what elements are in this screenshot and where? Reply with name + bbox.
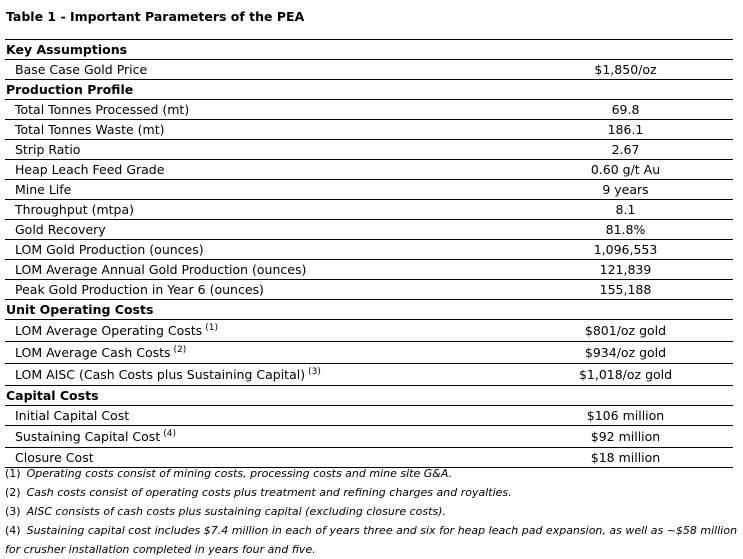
parameter-value: $934/oz gold <box>518 342 733 364</box>
parameter-label: LOM Average Operating Costs <box>15 322 203 338</box>
parameter-label-cell <box>5 140 518 160</box>
parameter-value: 155,188 <box>518 280 733 300</box>
parameter-label-cell <box>5 406 518 426</box>
parameter-value: $1,850/oz <box>518 60 733 80</box>
parameter-label: Throughput (mtpa) <box>15 201 135 217</box>
parameter-label: Initial Capital Cost <box>15 407 130 423</box>
table-title: Table 1 - Important Parameters of the PEA <box>6 9 305 24</box>
parameter-value: 186.1 <box>518 120 733 140</box>
parameter-label: Peak Gold Production in Year 6 (ounces) <box>15 281 264 297</box>
section-header-row <box>5 300 733 320</box>
table-row <box>5 426 733 448</box>
parameter-value: 0.60 g/t Au <box>518 160 733 180</box>
table-row <box>5 364 733 386</box>
table-row <box>5 160 733 180</box>
parameter-label-cell <box>5 60 518 80</box>
table-row <box>5 260 733 280</box>
parameter-label: LOM Gold Production (ounces) <box>15 241 204 257</box>
parameter-label-cell <box>5 364 518 386</box>
footnote <box>5 521 740 559</box>
table-row <box>5 280 733 300</box>
footnote-ref: (1) <box>205 322 218 333</box>
section-header-row <box>5 386 733 406</box>
parameter-value: 9 years <box>518 180 733 200</box>
parameter-label: Sustaining Capital Cost <box>15 428 161 444</box>
section-header-row <box>5 80 733 100</box>
parameters-table <box>5 39 733 468</box>
section-heading: Unit Operating Costs <box>5 300 733 320</box>
footnote-number: (4) <box>5 524 21 537</box>
parameter-label-cell <box>5 100 518 120</box>
footnote-text: Sustaining capital cost includes $7.4 million in each of years three and six for heap leach pad expansion, as well as ~$58 million for crusher installation completed in years four and five. <box>5 524 738 556</box>
parameter-value: $92 million <box>518 426 733 448</box>
parameter-label: LOM Average Annual Gold Production (ounces) <box>15 261 307 277</box>
parameter-label: Total Tonnes Processed (mt) <box>15 101 190 117</box>
table-row <box>5 342 733 364</box>
section-heading: Key Assumptions <box>5 40 733 60</box>
parameter-label-cell <box>5 280 518 300</box>
footnote-text: AISC consists of cash costs plus sustaining capital (excluding closure costs). <box>26 505 446 518</box>
parameter-label-cell <box>5 320 518 342</box>
section-heading: Capital Costs <box>5 386 733 406</box>
footnote-text: Cash costs consist of operating costs plus treatment and refining charges and royalties. <box>26 486 512 499</box>
parameter-label-cell <box>5 200 518 220</box>
footnotes <box>5 464 740 559</box>
footnote-ref: (4) <box>163 428 176 439</box>
parameter-label-cell <box>5 180 518 200</box>
footnote-number: (1) <box>5 467 21 480</box>
footnote-number: (3) <box>5 505 21 518</box>
table-row <box>5 100 733 120</box>
parameter-value: 8.1 <box>518 200 733 220</box>
parameter-value: $801/oz gold <box>518 320 733 342</box>
parameter-label: Total Tonnes Waste (mt) <box>15 121 165 137</box>
footnote <box>5 483 740 502</box>
footnote <box>5 464 740 483</box>
parameter-value: $106 million <box>518 406 733 426</box>
table-row <box>5 200 733 220</box>
table-row <box>5 406 733 426</box>
table-row <box>5 120 733 140</box>
parameter-label: LOM Average Cash Costs <box>15 344 171 360</box>
parameter-value: $1,018/oz gold <box>518 364 733 386</box>
parameter-value: 1,096,553 <box>518 240 733 260</box>
parameter-label: Strip Ratio <box>15 141 81 157</box>
footnote-ref: (3) <box>308 366 321 377</box>
footnote-number: (2) <box>5 486 21 499</box>
footnote <box>5 502 740 521</box>
parameter-label: Mine Life <box>15 181 72 197</box>
table-row <box>5 140 733 160</box>
parameter-label: LOM AISC (Cash Costs plus Sustaining Capital) <box>15 366 306 382</box>
section-header-row <box>5 40 733 60</box>
parameter-label: Gold Recovery <box>15 221 106 237</box>
table-row <box>5 220 733 240</box>
parameter-label-cell <box>5 240 518 260</box>
table-row <box>5 180 733 200</box>
parameter-value: 81.8% <box>518 220 733 240</box>
section-heading: Production Profile <box>5 80 733 100</box>
parameter-value: $18 million <box>518 448 733 468</box>
parameter-label-cell <box>5 426 518 448</box>
parameter-label-cell <box>5 120 518 140</box>
parameter-label-cell <box>5 160 518 180</box>
parameter-label: Heap Leach Feed Grade <box>15 161 165 177</box>
parameter-label: Base Case Gold Price <box>15 61 148 77</box>
parameter-label-cell <box>5 342 518 364</box>
footnote-text: Operating costs consist of mining costs, processing costs and mine site G&A. <box>26 467 453 480</box>
parameter-label-cell <box>5 260 518 280</box>
table-row <box>5 60 733 80</box>
parameter-label-cell <box>5 220 518 240</box>
parameter-value: 2.67 <box>518 140 733 160</box>
footnote-ref: (2) <box>173 344 187 355</box>
parameter-value: 121,839 <box>518 260 733 280</box>
table-row <box>5 320 733 342</box>
parameter-label: Closure Cost <box>15 449 94 465</box>
table-row <box>5 240 733 260</box>
parameter-value: 69.8 <box>518 100 733 120</box>
